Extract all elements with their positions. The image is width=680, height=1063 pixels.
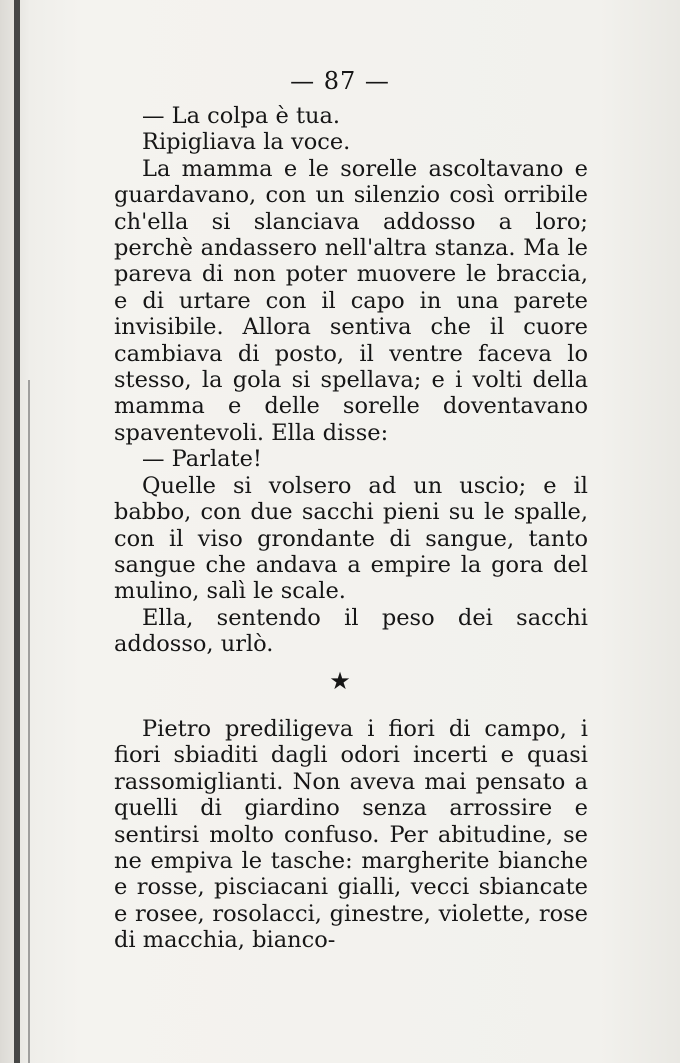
paragraph: Quelle si volsero ad un uscio; e il babbo, con due sacchi pieni su le spalle, con il viso grondante di sangue, tanto sangue che andava a empire la gora del mulino, salì le scale. [114, 472, 588, 605]
page-binding-edge [14, 0, 20, 1063]
paragraph: — Parlate! [142, 446, 262, 473]
text-block-1 [114, 103, 588, 658]
page-number: — 87 — [290, 67, 390, 95]
page-binding-shadow [28, 380, 30, 1063]
section-separator-star-icon: ★ [329, 667, 351, 695]
paragraph: Ripigliava la voce. [142, 129, 351, 156]
paragraph: — La colpa è tua. [142, 103, 341, 129]
paragraph: La mamma e le sorelle ascoltavano e guardavano, con un silenzio così orribile ch'ella si slanciava addosso a loro; perchè andassero nell'altra stanza. Ma le pareva di non poter muovere le braccia, e di urtare con il capo in una parete invisibile. Allora sentiva che il cuore cambiava di posto, il ventre faceva lo stesso, la gola si spellava; e i volti della mamma e delle sorelle doventavano spaventevoli. Ella disse: [114, 155, 588, 446]
paragraph: Ella, sentendo il peso dei sacchi addosso, urlò. [114, 604, 588, 658]
paragraph: Pietro prediligeva i fiori di campo, i fiori sbiaditi dagli odori incerti e quasi rassomiglianti. Non aveva mai pensato a quelli di giardino senza arrossire e sentirsi molto confuso. Per abitudine, se ne empiva le tasche: margherite bianche e rosse, pisciacani gialli, vecci sbiancate e rosee, rosolacci, ginestre, violette, rose di macchia, bianco- [114, 716, 588, 954]
text-block-2 [114, 716, 588, 954]
